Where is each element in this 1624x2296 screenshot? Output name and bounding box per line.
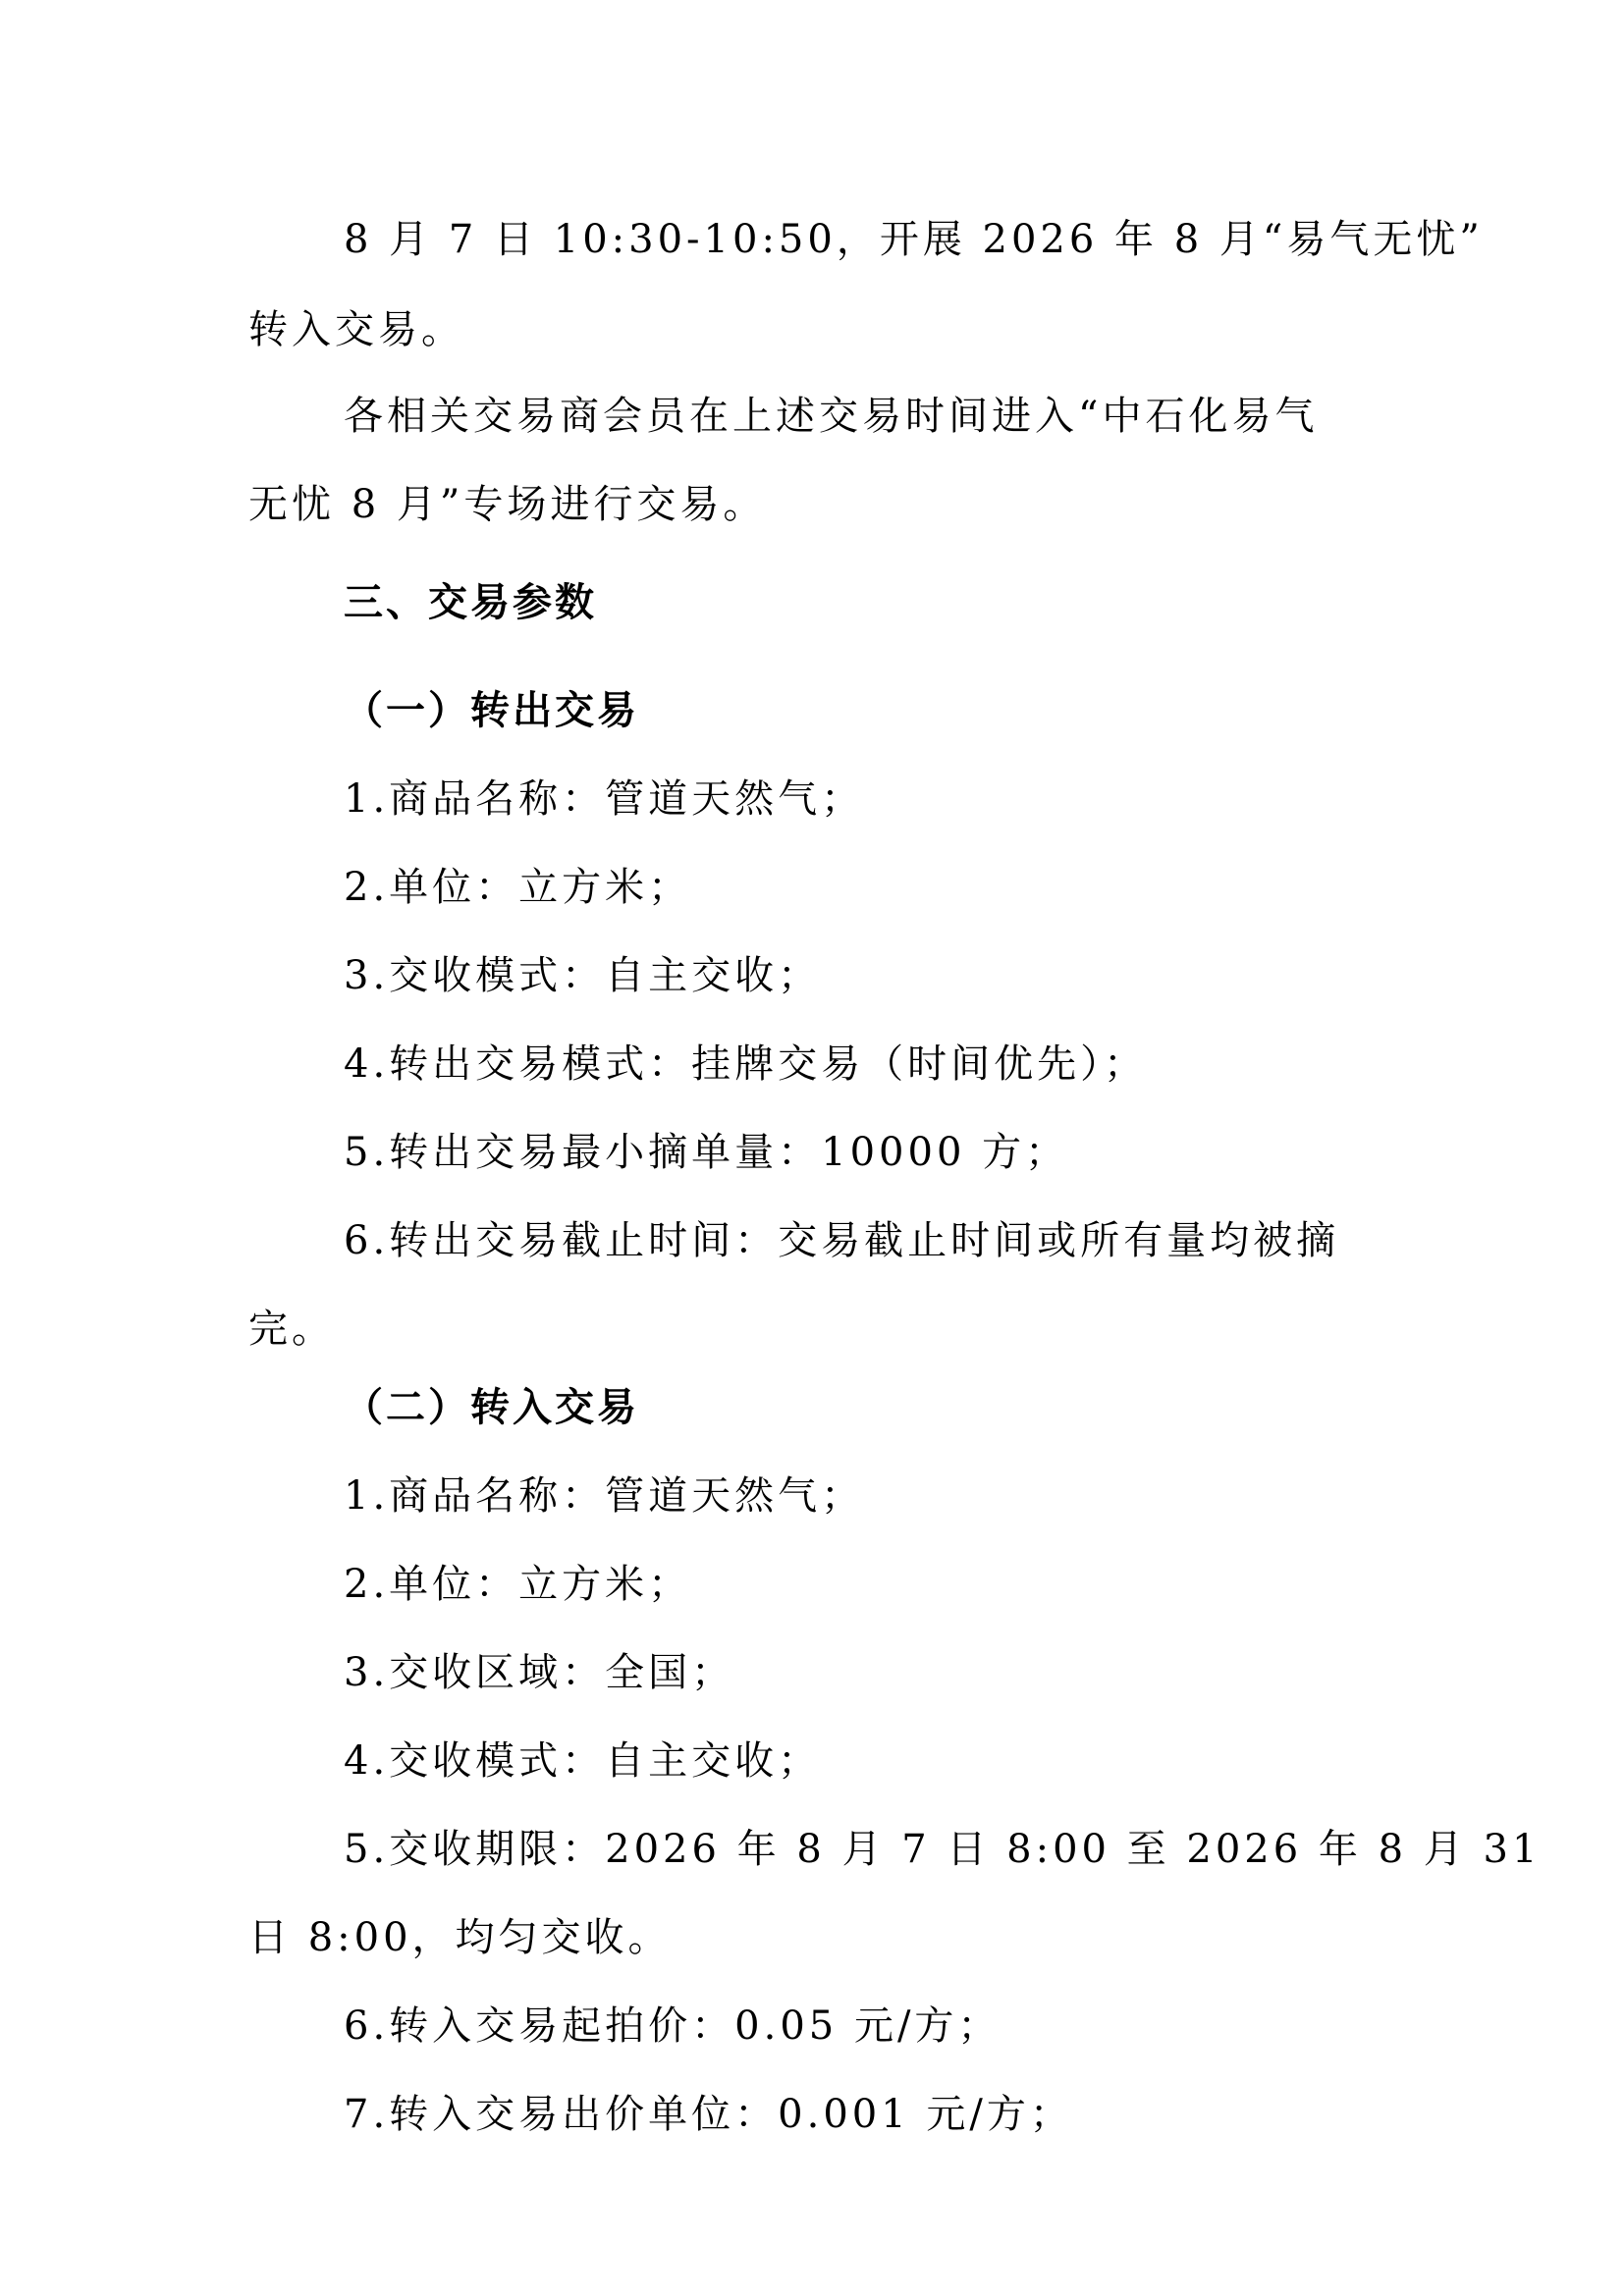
transfer-in-item-7: 7.转入交易出价单位：0.001 元/方； <box>344 2092 1073 2137</box>
transfer-out-item-1: 1.商品名称：管道天然气； <box>344 776 865 822</box>
paragraph-schedule-line1: 8 月 7 日 10:30-10:50，开展 2026 年 8 月“易气无忧” <box>344 217 1484 262</box>
transfer-in-item-5: 5.交收期限：2026 年 8 月 7 日 8:00 至 2026 年 8 月 31 <box>344 1827 1542 1872</box>
transfer-in-item-1: 1.商品名称：管道天然气； <box>344 1473 865 1519</box>
section-heading-trade-params: 三、交易参数 <box>344 580 597 625</box>
transfer-out-item-6-continued: 完。 <box>248 1307 335 1352</box>
transfer-out-item-6: 6.转出交易截止时间：交易截止时间或所有量均被摘 <box>344 1218 1340 1263</box>
transfer-in-item-6: 6.转入交易起拍价：0.05 元/方； <box>344 2003 1001 2049</box>
transfer-out-item-2: 2.单位：立方米； <box>344 865 692 910</box>
subsection-heading-transfer-out: （一）转出交易 <box>344 688 639 733</box>
paragraph-members-line2: 无忧 8 月”专场进行交易。 <box>248 482 767 527</box>
paragraph-schedule-line2: 转入交易。 <box>248 307 464 352</box>
transfer-in-item-5-continued: 日 8:00，均匀交收。 <box>248 1915 672 1960</box>
transfer-out-item-4: 4.转出交易模式：挂牌交易（时间优先）； <box>344 1041 1148 1087</box>
transfer-in-item-4: 4.交收模式：自主交收； <box>344 1738 822 1784</box>
paragraph-members-line1: 各相关交易商会员在上述交易时间进入“中石化易气 <box>344 394 1319 439</box>
transfer-in-item-2: 2.单位：立方米； <box>344 1562 692 1607</box>
transfer-in-item-3: 3.交收区域：全国； <box>344 1650 735 1695</box>
transfer-out-item-5: 5.转出交易最小摘单量：10000 方； <box>344 1130 1069 1175</box>
subsection-heading-transfer-in: （二）转入交易 <box>344 1385 639 1430</box>
transfer-out-item-3: 3.交收模式：自主交收； <box>344 953 822 998</box>
